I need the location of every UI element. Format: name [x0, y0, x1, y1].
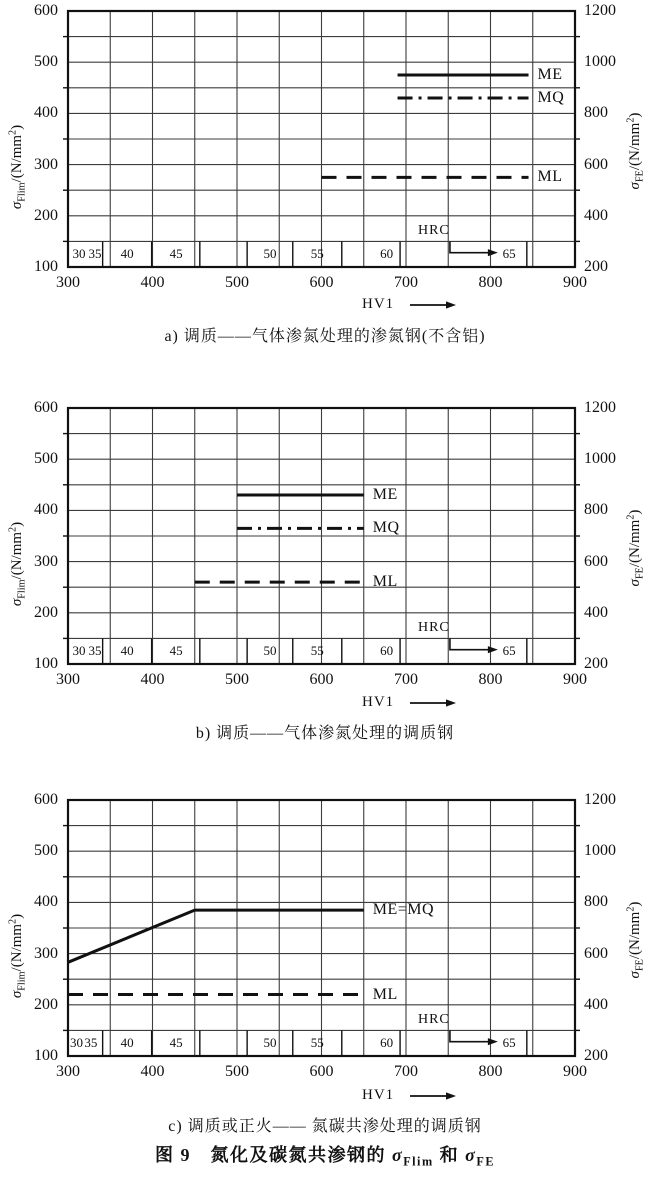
y-left-tick-200: 200: [34, 603, 58, 621]
y-right-tick-600: 600: [584, 155, 608, 173]
x-tick-300: 300: [56, 274, 80, 291]
x-tick-600: 600: [309, 671, 334, 688]
y-left-tick-300: 300: [34, 944, 58, 962]
hrc-value-45: 45: [169, 246, 183, 262]
x-tick-600: 600: [309, 274, 334, 291]
y-right-tick-800: 800: [584, 501, 608, 519]
hrc-arrow-line: [450, 241, 494, 252]
y-right-axis-title: $\sigma_{FE}/(N/mm^2)$: [625, 112, 646, 190]
caption-panel-b: b) 调质——气体渗氮处理的调质钢: [195, 725, 455, 742]
y-left-tick-400: 400: [34, 501, 58, 519]
hrc-value-55: 55: [310, 246, 324, 262]
y-right-tick-1000: 1000: [584, 450, 616, 468]
series-label-ML: ML: [537, 168, 563, 186]
x-tick-700: 700: [394, 671, 418, 688]
x-tick-700: 700: [394, 274, 418, 291]
y-left-axis-title: $\sigma_{Flim}/(N/mm^2)$: [7, 913, 28, 999]
y-left-tick-300: 300: [34, 155, 58, 173]
hrc-value-65: 65: [502, 643, 516, 659]
hrc-scale-title: HRC: [417, 223, 450, 239]
arrow-head: [446, 699, 456, 706]
y-right-axis-title: $\sigma_{FE}/(N/mm^2)$: [625, 901, 646, 979]
hrc-value-35: 35: [88, 246, 102, 262]
x-tick-400: 400: [140, 671, 165, 688]
y-right-tick-1000: 1000: [584, 842, 616, 860]
arrow-head: [446, 1092, 456, 1099]
hrc-value-65: 65: [502, 1035, 516, 1051]
hrc-value-30: 30: [72, 246, 86, 262]
x-tick-500: 500: [225, 671, 249, 688]
hrc-value-45: 45: [169, 1035, 183, 1051]
hrc-value-45: 45: [169, 643, 183, 659]
x-tick-800: 800: [478, 671, 503, 688]
arrow-head: [446, 301, 456, 308]
series-label-ML: ML: [372, 985, 398, 1003]
hrc-value-30: 30: [72, 643, 86, 659]
figure-title: 图 9 氮化及碳氮共渗钢的 $\sigma_{Flim}$ 和 $\sigma_{FE}$: [154, 1145, 495, 1169]
hrc-value-35: 35: [88, 643, 102, 659]
hrc-value-50: 50: [263, 246, 277, 262]
series-label-MQ: MQ: [372, 519, 400, 537]
hrc-value-55: 55: [310, 643, 324, 659]
y-left-axis-title: $\sigma_{Flim}/(N/mm^2)$: [7, 521, 28, 607]
y-right-tick-200: 200: [584, 655, 608, 672]
y-right-tick-200: 200: [584, 258, 608, 275]
y-left-tick-400: 400: [34, 893, 58, 911]
y-left-tick-100: 100: [34, 258, 58, 275]
hrc-value-40: 40: [120, 246, 134, 262]
y-left-axis-title: $\sigma_{Flim}/(N/mm^2)$: [7, 124, 28, 210]
series-label-ML: ML: [372, 573, 398, 591]
hrc-arrow-line: [450, 638, 494, 649]
y-left-tick-500: 500: [34, 842, 58, 860]
hrc-scale-title: HRC: [417, 1012, 450, 1028]
hrc-value-30: 30: [69, 1035, 83, 1051]
series-line-ME=MQ: [68, 910, 364, 962]
series-label-MQ: MQ: [537, 89, 565, 107]
x-tick-700: 700: [394, 1063, 418, 1080]
hrc-value-40: 40: [120, 643, 134, 659]
hrc-value-35: 35: [84, 1035, 98, 1051]
x-tick-800: 800: [478, 1063, 503, 1080]
hrc-scale-title: HRC: [417, 620, 450, 636]
y-right-tick-800: 800: [584, 104, 608, 122]
y-left-tick-500: 500: [34, 53, 58, 71]
x-tick-300: 300: [56, 1063, 80, 1080]
x-tick-900: 900: [563, 1063, 587, 1080]
y-left-tick-300: 300: [34, 552, 58, 570]
series-label-ME: ME: [372, 486, 398, 504]
x-tick-500: 500: [225, 274, 249, 291]
hrc-value-50: 50: [263, 643, 277, 659]
y-right-tick-600: 600: [584, 552, 608, 570]
y-left-tick-600: 600: [34, 791, 58, 808]
x-tick-900: 900: [563, 671, 587, 688]
y-right-tick-400: 400: [584, 206, 608, 224]
caption-panel-c: c) 调质或正火—— 氮碳共渗处理的调质钢: [168, 1118, 482, 1135]
hrc-value-65: 65: [502, 246, 516, 262]
series-label-ME=MQ: ME=MQ: [372, 901, 435, 919]
y-left-tick-200: 200: [34, 206, 58, 224]
y-right-tick-800: 800: [584, 893, 608, 911]
y-right-tick-200: 200: [584, 1047, 608, 1064]
hrc-value-60: 60: [380, 246, 394, 262]
y-right-tick-400: 400: [584, 603, 608, 621]
x-axis-title-panel-c: HV1: [362, 1087, 395, 1103]
y-right-tick-1200: 1200: [584, 2, 616, 19]
x-tick-800: 800: [478, 274, 503, 291]
y-right-tick-1000: 1000: [584, 53, 616, 71]
y-left-tick-400: 400: [34, 104, 58, 122]
x-axis-title-panel-a: HV1: [362, 296, 395, 312]
y-left-tick-200: 200: [34, 995, 58, 1013]
series-label-ME: ME: [537, 66, 563, 83]
hrc-value-60: 60: [380, 643, 394, 659]
y-right-tick-400: 400: [584, 995, 608, 1013]
y-left-tick-100: 100: [34, 655, 58, 672]
x-tick-400: 400: [140, 1063, 165, 1080]
hrc-value-60: 60: [380, 1035, 394, 1051]
y-right-tick-1200: 1200: [584, 791, 616, 808]
y-left-tick-600: 600: [34, 2, 58, 19]
hrc-arrow-line: [450, 1030, 494, 1041]
hrc-value-50: 50: [263, 1035, 277, 1051]
x-tick-600: 600: [309, 1063, 334, 1080]
y-left-tick-500: 500: [34, 450, 58, 468]
y-right-axis-title: $\sigma_{FE}/(N/mm^2)$: [625, 509, 646, 587]
x-tick-900: 900: [563, 274, 587, 291]
y-left-tick-100: 100: [34, 1047, 58, 1064]
y-right-tick-1200: 1200: [584, 399, 616, 416]
caption-panel-a: a) 调质——气体渗氮处理的渗氮钢(不含铝): [164, 328, 486, 345]
hrc-value-40: 40: [120, 1035, 134, 1051]
x-tick-500: 500: [225, 1063, 249, 1080]
x-tick-400: 400: [140, 274, 165, 291]
hrc-value-55: 55: [310, 1035, 324, 1051]
y-right-tick-600: 600: [584, 944, 608, 962]
x-axis-title-panel-b: HV1: [362, 694, 395, 710]
x-tick-300: 300: [56, 671, 80, 688]
y-left-tick-600: 600: [34, 399, 58, 416]
